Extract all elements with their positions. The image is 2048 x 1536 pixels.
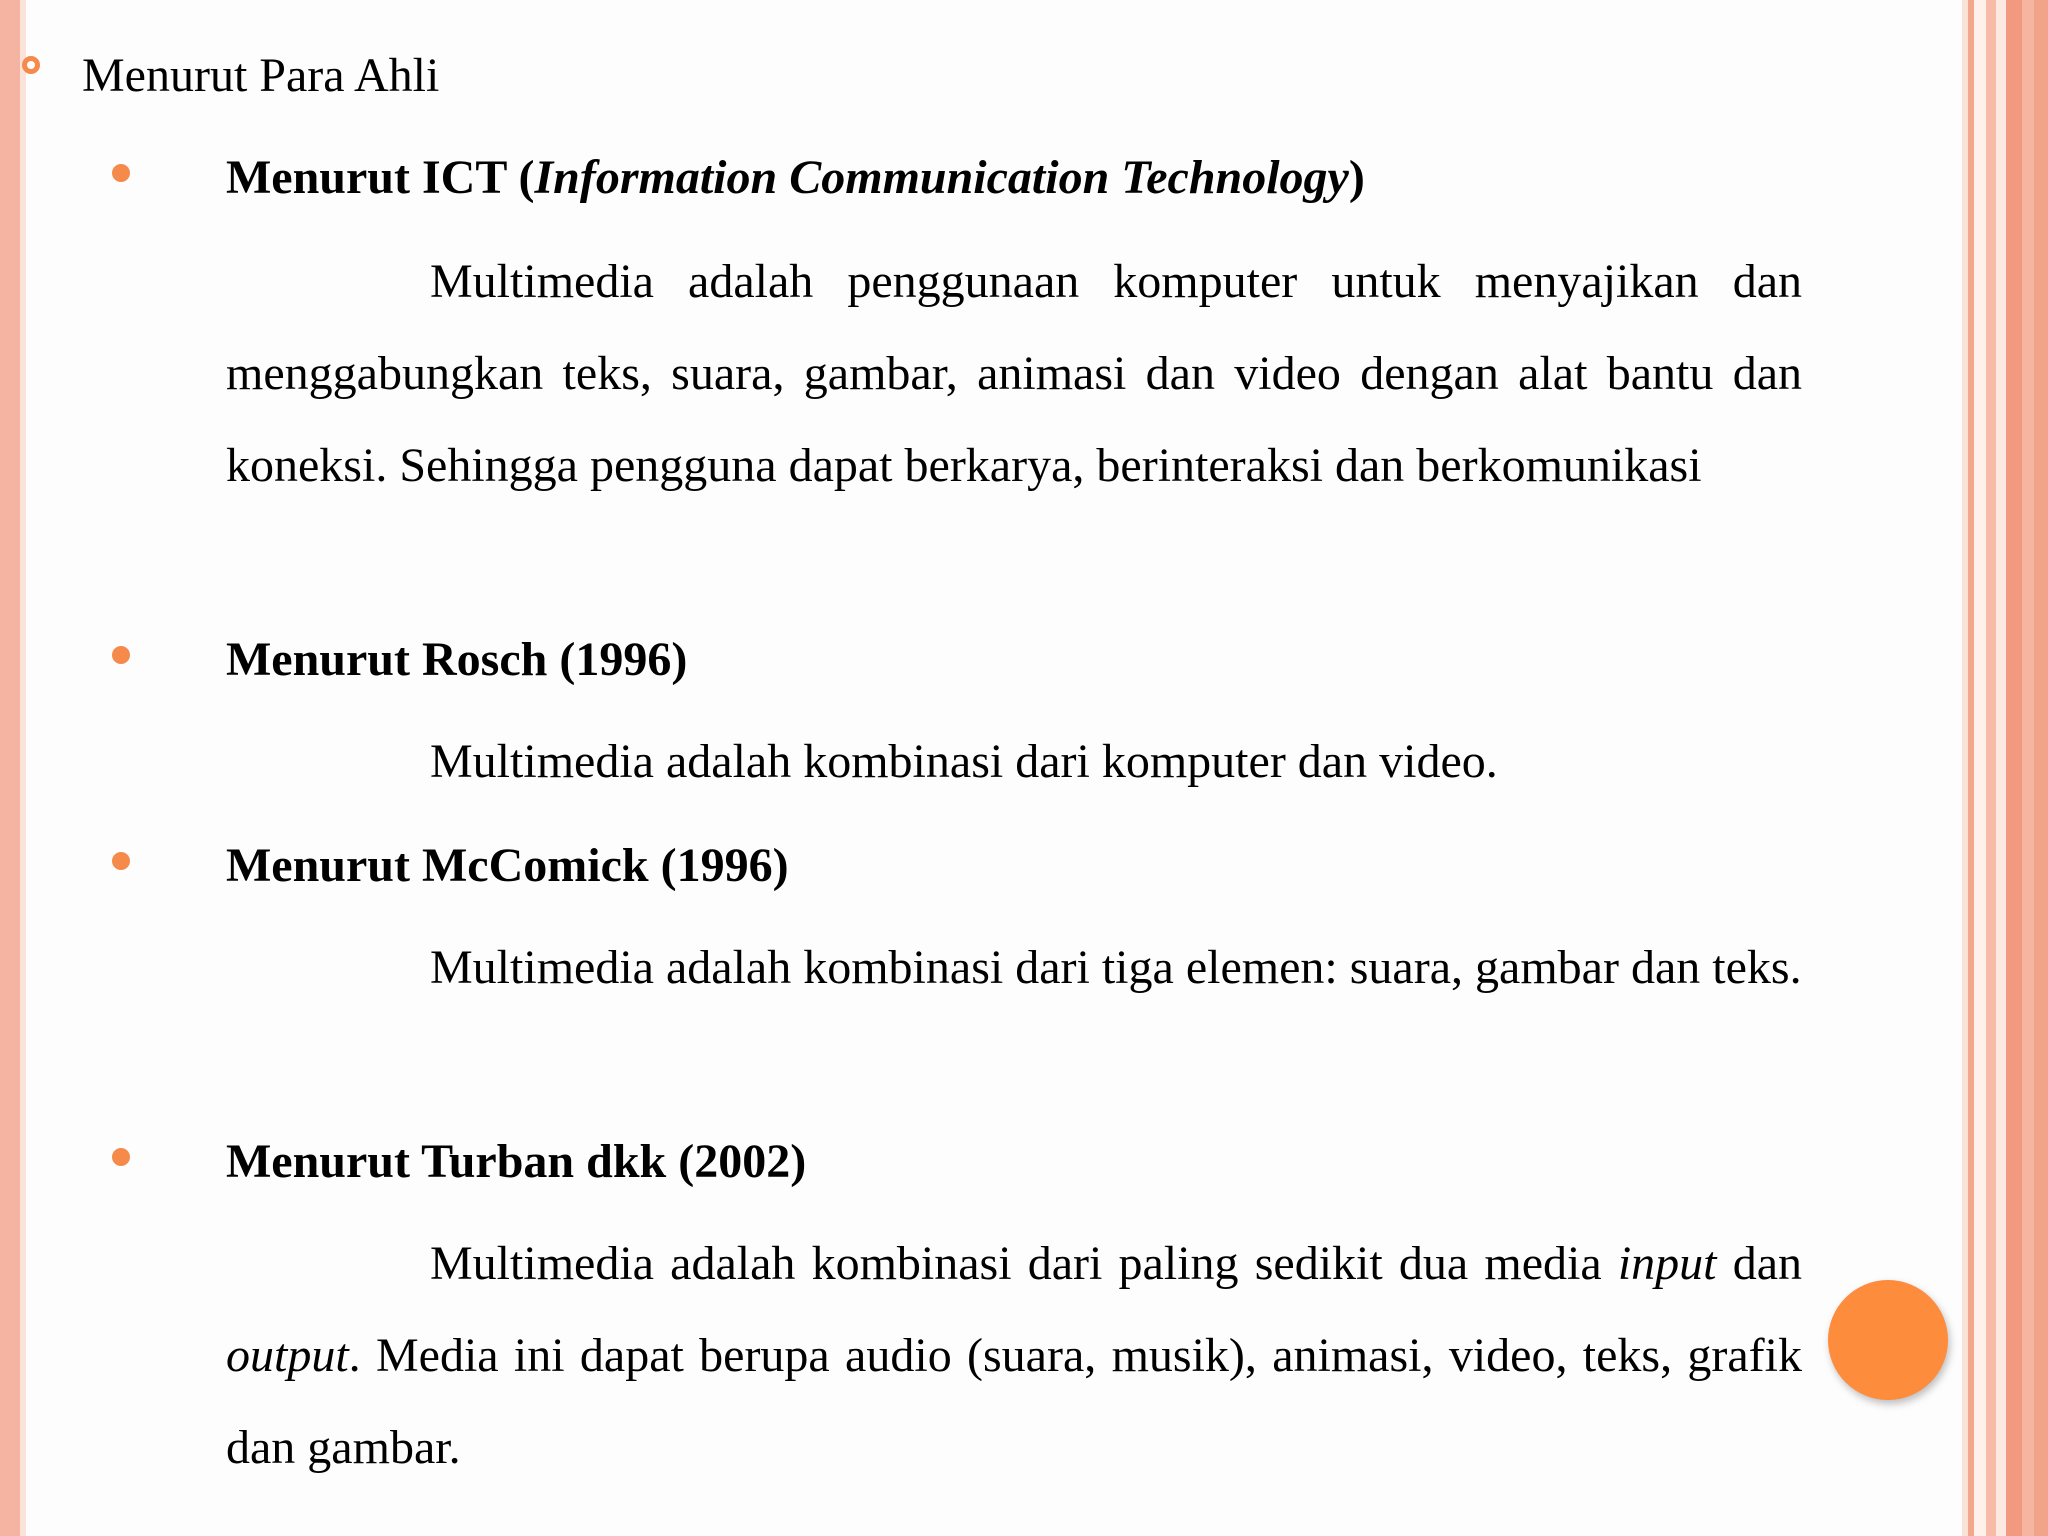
slide-title: Menurut Para Ahli [82, 49, 440, 102]
bullet-dot-icon [112, 646, 130, 664]
section-heading-ict [226, 148, 1365, 208]
right-decorative-stripes [1962, 0, 2048, 1536]
orange-circle-decoration [1828, 1280, 1948, 1400]
bullet-dot-icon [112, 852, 130, 870]
heading-italic: Information Communication Technology [534, 151, 1349, 204]
section-heading-turban: Menurut Turban dkk (2002) [226, 1135, 807, 1188]
body-italic-input: input [1617, 1237, 1717, 1290]
section-heading-rosch: Menurut Rosch (1996) [226, 633, 688, 686]
body-text: dan [1716, 1237, 1803, 1290]
section-heading-mccomick: Menurut McComick (1996) [226, 839, 789, 892]
body-italic-output: output [226, 1329, 349, 1382]
body-text: . Media ini dapat berupa audio (suara, musik), animasi, video, teks, grafik dan gambar. [226, 1329, 1802, 1474]
section-body-mccomick: Multimedia adalah kombinasi dari tiga elemen: suara, gambar dan teks. [430, 941, 1802, 994]
section-body-rosch: Multimedia adalah kombinasi dari komputer dan video. [430, 735, 1498, 788]
bullet-dot-icon [112, 1148, 130, 1166]
left-decorative-bar [0, 0, 20, 1536]
section-body-ict: Multimedia adalah penggunaan komputer untuk menyajikan dan menggabungkan teks, suara, gambar, animasi dan video dengan alat bantu dan koneksi. Sehingga pengguna dapat berkarya, berinteraksi dan berkomunikasi [226, 255, 1802, 492]
heading-prefix: Menurut ICT ( [226, 151, 535, 204]
body-text: Multimedia adalah kombinasi dari paling sedikit dua media [430, 1237, 1618, 1290]
section-body-turban [226, 1218, 1802, 1494]
heading-suffix: ) [1348, 151, 1365, 204]
bullet-dot-icon [112, 164, 130, 182]
ring-bullet-icon [22, 56, 40, 74]
left-decorative-bar-inner [20, 0, 26, 1536]
